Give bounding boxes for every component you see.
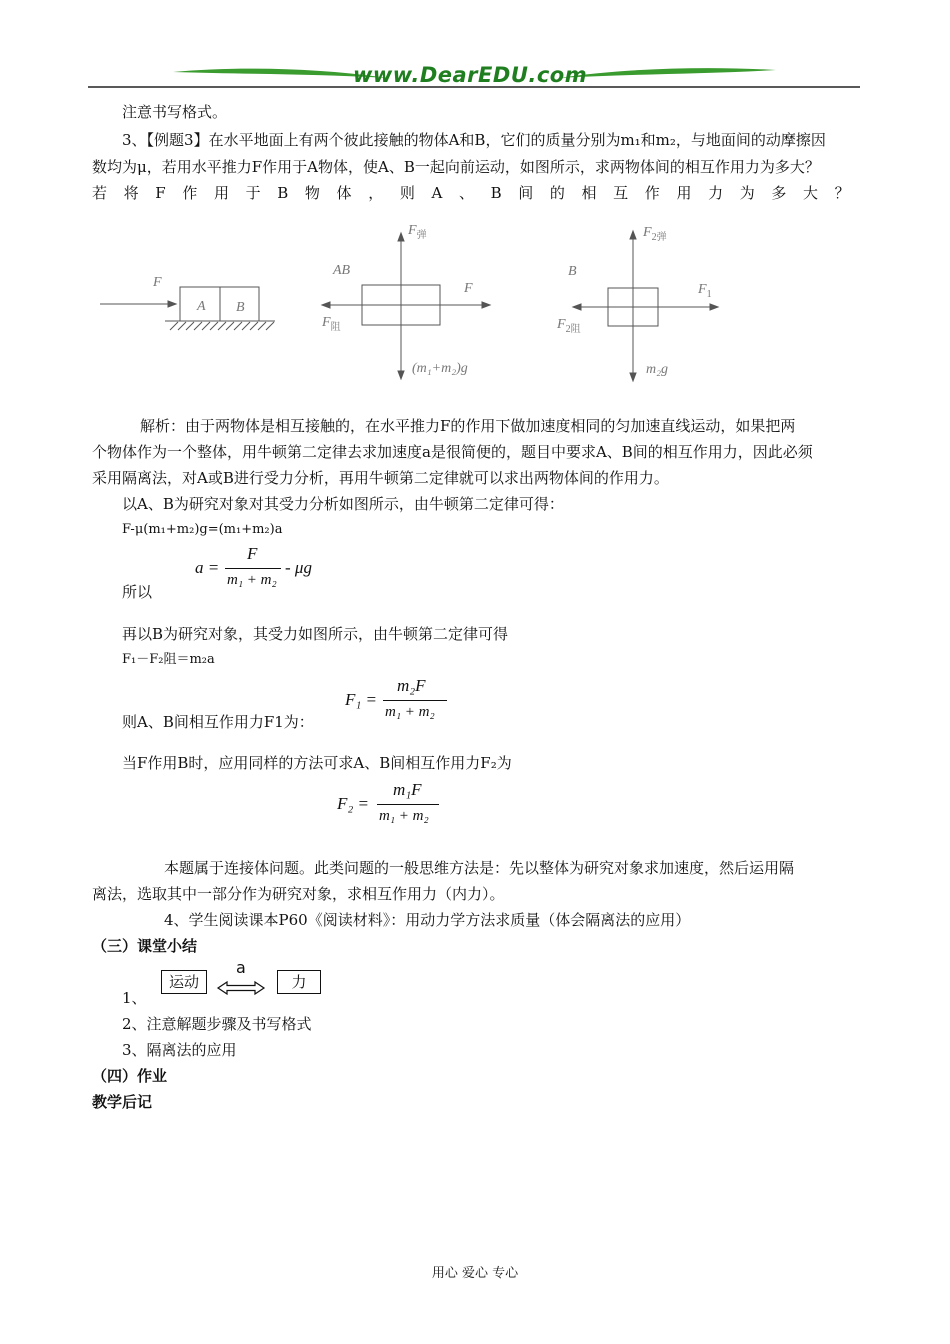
formula-3-lhs: F₂ =	[337, 794, 370, 813]
reading-line: 4、学生阅读课本P60《阅读材料》：用动力学方法求质量（体会隔离法的应用）	[164, 911, 691, 929]
double-arrow-icon	[216, 980, 266, 996]
diagram-ab-system	[322, 233, 490, 379]
formula-1-numerator: F	[247, 544, 258, 563]
formula-2-bar	[383, 700, 447, 701]
formula-f1	[345, 676, 455, 728]
page-footer: 用心 爱心 专心	[431, 1266, 519, 1281]
formula-acceleration	[195, 544, 335, 596]
section-3-heading: （三）课堂小结	[92, 937, 198, 955]
formula-1-rhs: - μg	[285, 558, 312, 577]
site-logo: www.DearEDU.com	[353, 63, 588, 87]
example-3-line-3: 若 将 F 作 用 于 B 物 体 ， 则 A 、 B 间 的 相 互 作 用 力 为 多 大 ？	[92, 184, 850, 202]
formula-f2	[337, 780, 447, 832]
when-label: 当F作用B时，应用同样的方法可求A、B间相互作用力F₂为	[122, 754, 512, 772]
formula-3-numerator: m₁F	[393, 780, 422, 799]
d1-block-b-label: B	[236, 300, 245, 315]
formula-2-lhs: F₁ =	[345, 690, 378, 709]
formula-3-bar	[377, 804, 439, 805]
d3-weight-label: m₂g	[646, 362, 668, 377]
d1-force-label: F	[153, 275, 162, 290]
formula-1-lhs: a =	[195, 558, 220, 577]
d3-friction-label: $F_{2阻}$	[557, 317, 581, 335]
d3-body-label: B	[568, 264, 577, 279]
d3-push-force-label: $F_1$	[698, 282, 712, 300]
so-label: 所以	[122, 583, 153, 601]
teaching-notes-heading: 教学后记	[92, 1093, 153, 1111]
formula-1-bar	[225, 568, 281, 569]
header-banner	[88, 60, 860, 94]
formula-1-denominator: m₁ + m₂	[227, 572, 277, 588]
formula-2-denominator: m₁ + m₂	[385, 704, 435, 720]
diagram-b-isolated	[573, 231, 718, 381]
force-box: 力	[277, 970, 321, 994]
analysis-line-2: 个物体作为一个整体，用牛顿第二定律去求加速度a是很简便的，题目中要求A、B间的相互作用力，因此必须	[92, 443, 813, 461]
item-1-number: 1、	[122, 989, 147, 1007]
equation-newton-b: F₁－F₂阻＝m₂a	[122, 652, 215, 667]
then-label: 则A、B间相互作用力F1为：	[122, 713, 314, 731]
formula-3-denominator: m₁ + m₂	[379, 808, 429, 824]
summary-line-2: 离法，选取其中一部分作为研究对象，求相互作用力（内力）。	[92, 885, 505, 903]
example-3-line-2: 数均为μ，若用水平推力F作用于A物体，使A、B一起向前运动，如图所示，求两物体间的相互作用力为多大？	[92, 158, 820, 176]
b-analysis-line: 再以B为研究对象，其受力如图所示，由牛顿第二定律可得	[122, 625, 509, 643]
line-1: 注意书写格式。	[122, 103, 228, 121]
d2-system-label: AB	[333, 263, 351, 278]
formula-2-numerator: m₂F	[397, 676, 426, 695]
section-4-heading: （四）作业	[92, 1067, 168, 1085]
equation-newton-system: F-μ(m₁+m₂)g=(m₁+m₂)a	[122, 522, 283, 537]
d2-push-force-label: F	[464, 281, 473, 296]
d2-normal-force-label: $F_弹$	[408, 223, 427, 241]
summary-line-1: 本题属于连接体问题。此类问题的一般思维方法是：先以整体为研究对象求加速度，然后运用隔	[164, 859, 795, 877]
item-2: 2、注意解题步骤及书写格式	[122, 1015, 312, 1033]
d2-friction-label: $F_阻$	[322, 315, 341, 333]
arrow-label-a: a	[236, 958, 246, 977]
motion-box: 运动	[161, 970, 207, 994]
d1-block-a-label: A	[197, 299, 206, 314]
analysis-line-1: 解析：由于两物体是相互接触的，在水平推力F的作用下做加速度相同的匀加速直线运动，如果把两	[140, 417, 796, 435]
diagram-blocks-on-ground	[100, 287, 275, 330]
analysis-line-4: 以A、B为研究对象对其受力分析如图所示，由牛顿第二定律可得：	[122, 495, 564, 513]
d3-normal-force-label: $F_{2弹}$	[643, 225, 667, 243]
d2-weight-label: (m₁+m₂)g	[412, 361, 468, 376]
item-3: 3、隔离法的应用	[122, 1041, 237, 1059]
example-3-line-1: 3、【例题3】在水平地面上有两个彼此接触的物体A和B，它们的质量分别为m₁和m₂，与地面间的动摩擦因	[122, 131, 826, 149]
analysis-line-3: 采用隔离法，对A或B进行受力分析，再用牛顿第二定律就可以求出两物体间的作用力。	[92, 469, 669, 487]
force-diagrams	[90, 220, 790, 390]
